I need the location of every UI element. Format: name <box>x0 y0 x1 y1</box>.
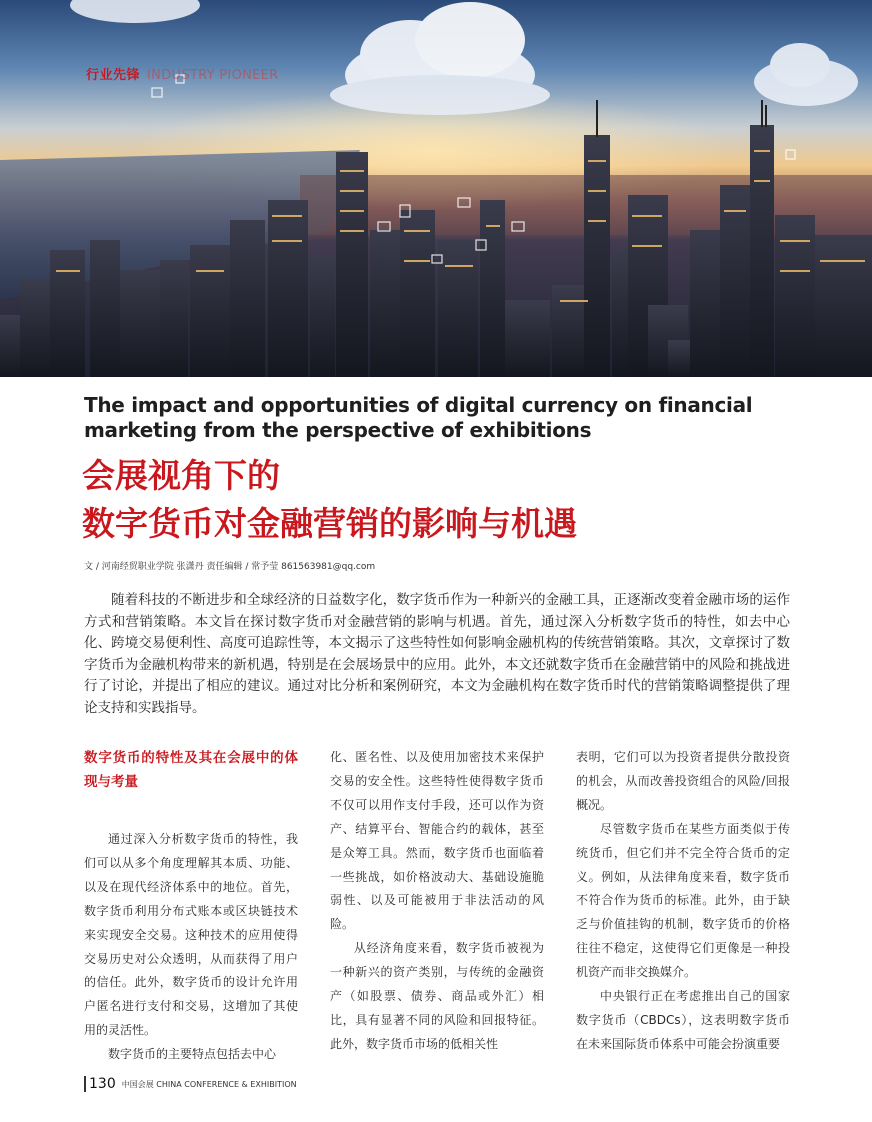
paragraph: 表明，它们可以为投资者提供分散投资的机会，从而改善投资组合的风险/回报概况。 <box>576 750 790 812</box>
magazine-name: 中国会展 CHINA CONFERENCE & EXHIBITION <box>121 1079 297 1089</box>
page-number: 130 <box>89 1076 116 1092</box>
article-title-chinese-line2: 数字货币对金融营销的影响与机遇 <box>82 504 577 543</box>
article-title-chinese <box>82 452 802 548</box>
paragraph: 数字货币的主要特点包括去中心 <box>108 1047 277 1062</box>
section-tag-zh: 行业先锋 <box>86 68 141 83</box>
byline: 文 / 河南经贸职业学院 张潇丹 责任编辑 / 常予莹 861563981@qq.com <box>84 562 376 572</box>
article-title-english: The impact and opportunities of digital currency on financial marketing from the perspective of exhibitions <box>84 393 753 442</box>
paragraph: 从经济角度来看，数字货币被视为一种新兴的资产类别，与传统的金融资产（如股票、债券、商品或外汇）相比，具有显著不同的风险和回报特征。此外，数字货币市场的低相关性 <box>330 941 544 1051</box>
cloud-icon-right <box>754 43 858 106</box>
cloud-icon <box>330 2 550 115</box>
page-footer <box>84 1073 297 1095</box>
hero-image <box>0 0 872 377</box>
abstract: 随着科技的不断进步和全球经济的日益数字化，数字货币作为一种新兴的金融工具，正逐渐改变着金融市场的运作方式和营销策略。本文旨在探讨数字货币对金融营销的影响与机遇。首先，通过深入分析数字货币的特性，如去中心化、跨境交易便利性、高度可追踪性等，本文揭示了这些特性如何影响金融机构的传统营销策略。其次，文章探讨了数字货币为金融机构带来的新机遇，特别是在会展场景中的应用。此外，本文还就数字货币在金融营销中的风险和挑战进行了讨论，并提出了相应的建议。通过对比分析和案例研究，本文为金融机构在数字货币时代的营销策略调整提供了理论支持和实践指导。 <box>84 592 790 716</box>
paragraph: 尽管数字货币在某些方面类似于传统货币，但它们并不完全符合货币的定义。例如，从法律角度来看，数字货币不符合作为货币的标准。此外，由于缺乏与价值挂钩的机制，数字货币的价格往往不稳定，这使得它们更像是一种投机资产而非交换媒介。 <box>576 821 790 980</box>
paragraph: 通过深入分析数字货币的特性，我们可以从多个角度理解其本质、功能、以及在现代经济体系中的地位。首先，数字货币利用分布式账本或区块链技术来实现安全交易。这种技术的应用使得交易历史对公众透明，从而获得了用户的信任。此外，数字货币的设计允许用户匿名进行支付和交易，这增加了其使用的灵活性。 <box>84 832 298 1038</box>
city-skyline-illustration <box>0 0 872 377</box>
footer-divider <box>84 1076 86 1092</box>
paragraph: 中央银行正在考虑推出自己的国家数字货币（CBDCs），这表明数字货币在未来国际货币体系中可能会扮演重要 <box>576 989 790 1051</box>
body-column-1 <box>84 746 298 1067</box>
body-column-2 <box>330 746 544 1057</box>
article-title-chinese-line1: 会展视角下的 <box>82 456 280 495</box>
section-heading: 数字货币的特性及其在会展中的体现与考量 <box>84 750 298 790</box>
cloud-icon-top <box>70 0 200 23</box>
section-tag <box>86 64 279 83</box>
paragraph: 化、匿名性、以及使用加密技术来保护交易的安全性。这些特性使得数字货币不仅可以用作支付手段，还可以作为资产、结算平台、智能合约的载体，甚至是众筹工具。然而，数字货币也面临着一些挑战，如价格波动大、基础设施脆弱性、以及可能被用于非法活动的风险。 <box>330 750 544 932</box>
section-tag-en: INDUSTRY PIONEER <box>147 68 279 83</box>
body-column-3 <box>576 746 790 1057</box>
